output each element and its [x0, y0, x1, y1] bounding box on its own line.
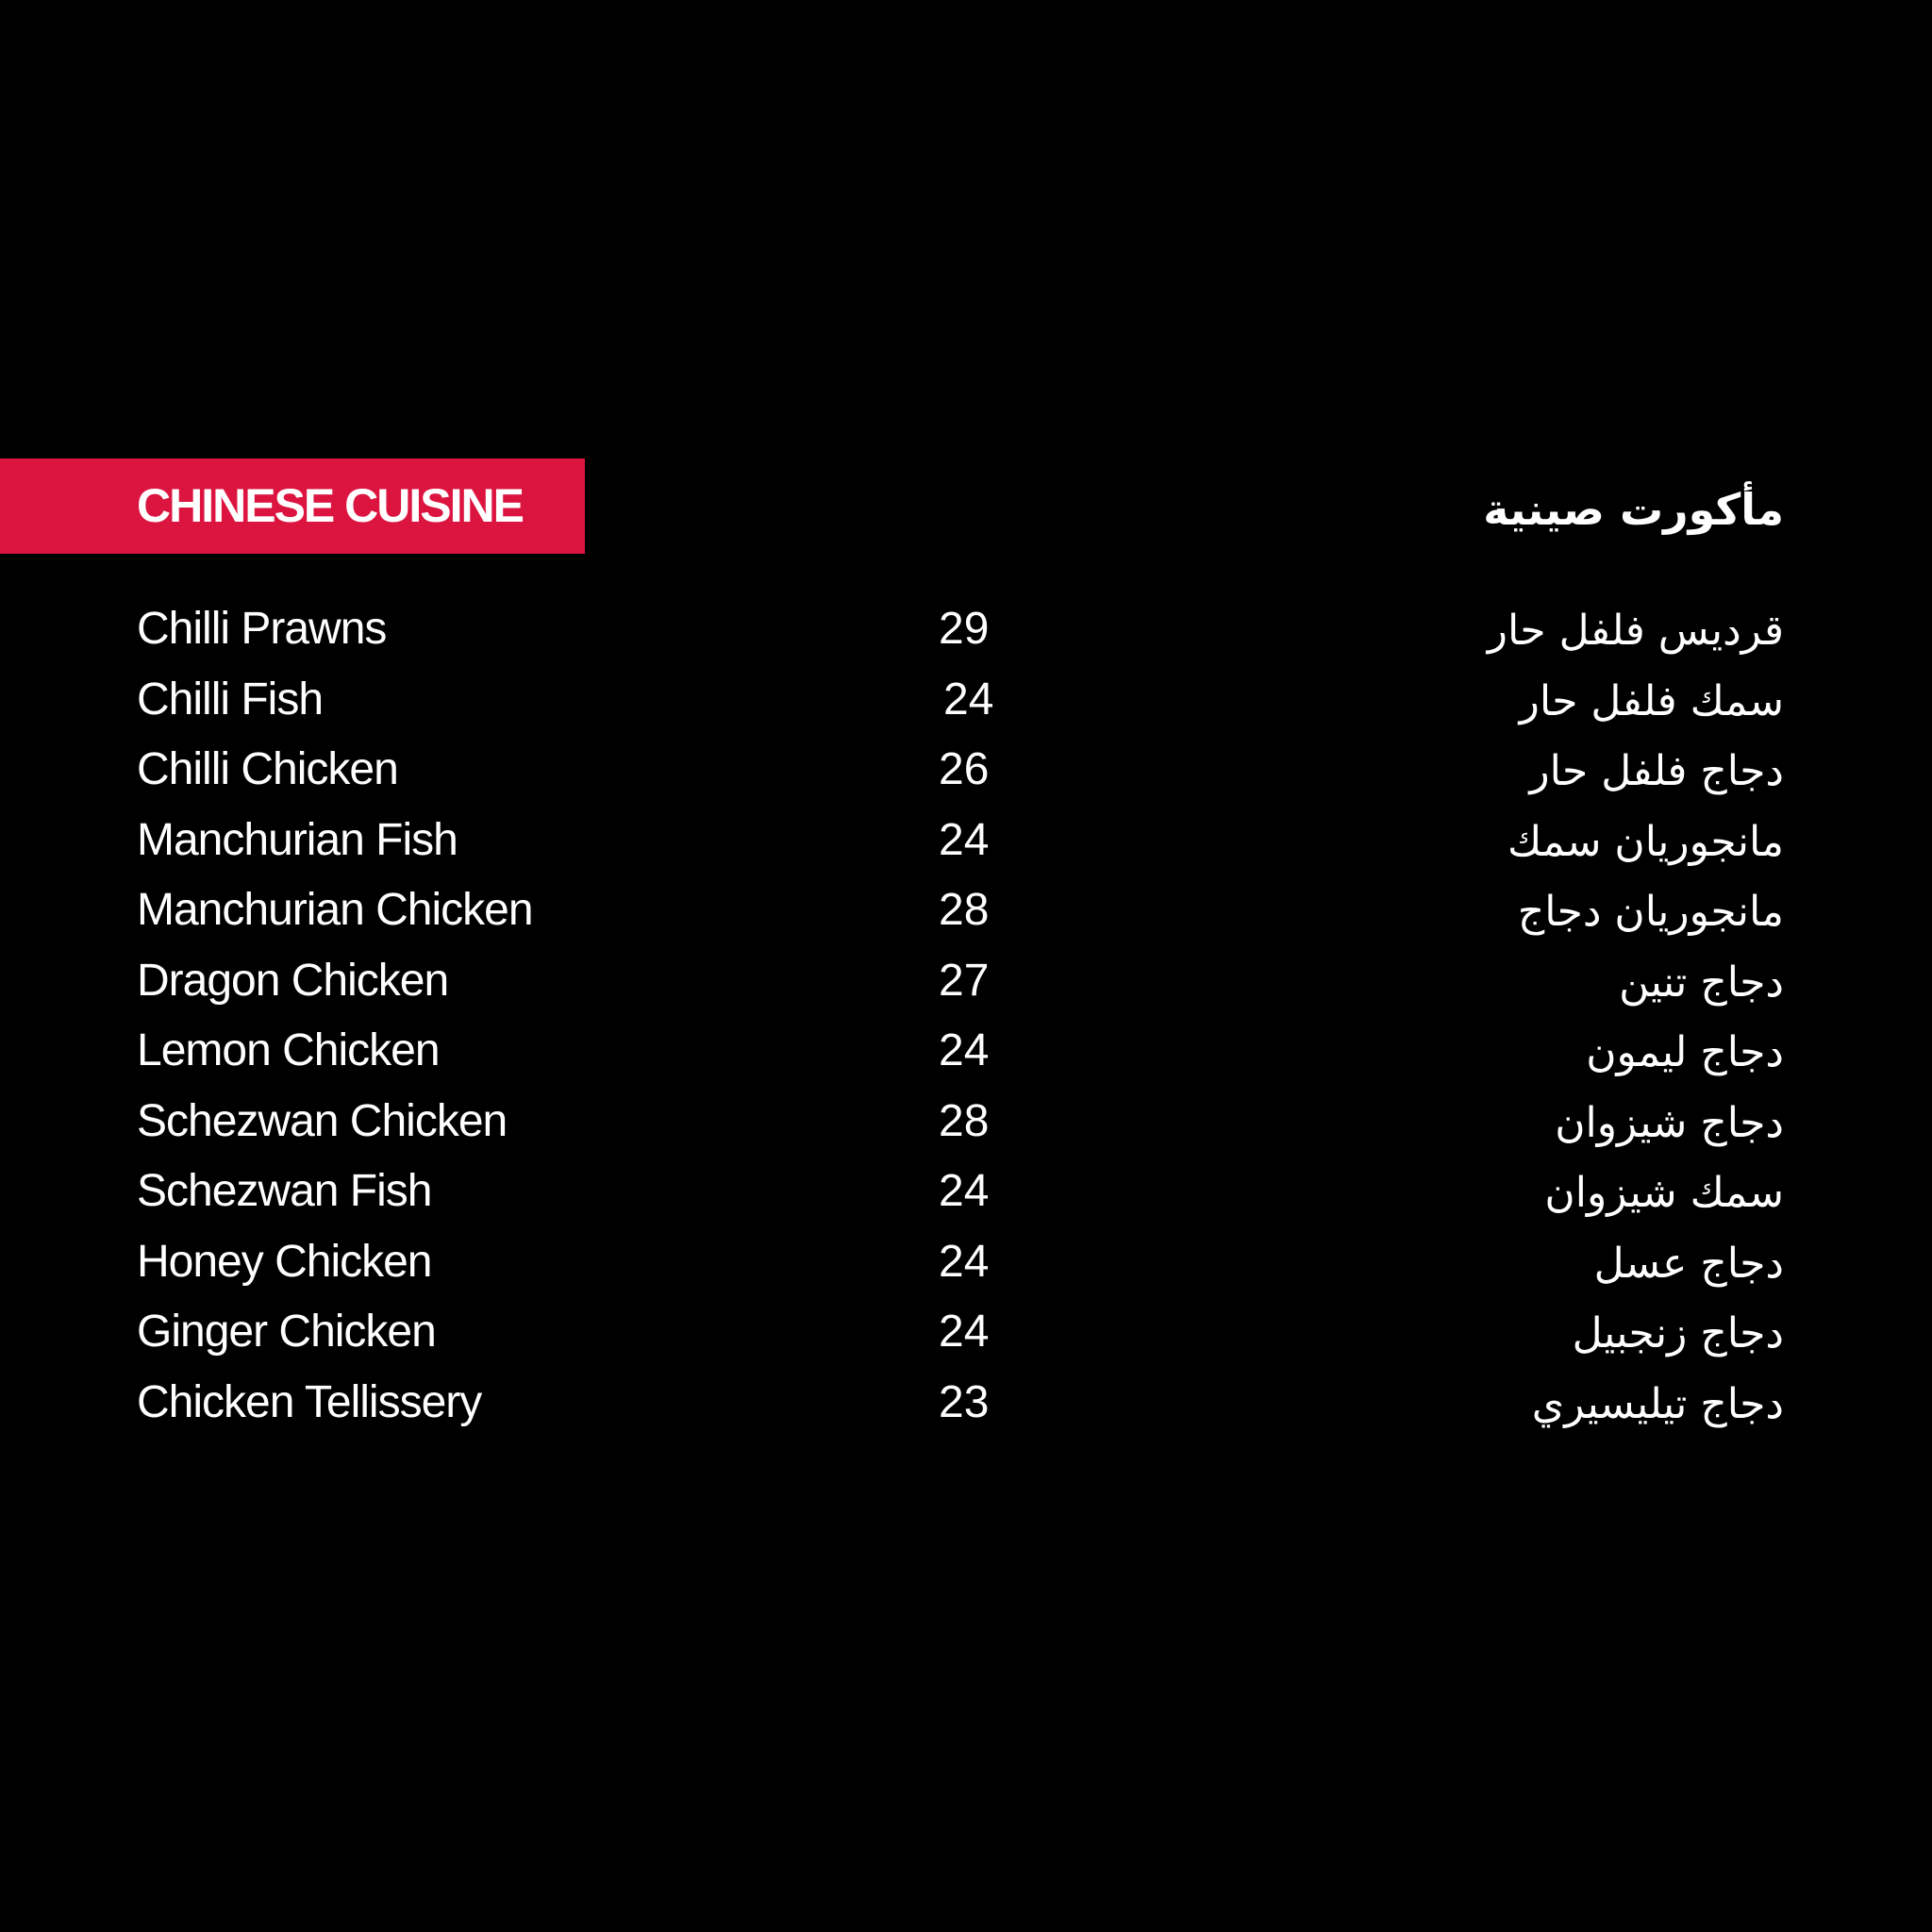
menu-item	[0, 806, 1932, 876]
menu-item	[0, 875, 1932, 946]
item-price: 23	[939, 1376, 990, 1427]
item-name-en: Schezwan Chicken	[137, 1095, 508, 1146]
item-price: 24	[939, 814, 990, 865]
menu-item	[0, 1157, 1932, 1227]
menu-item	[0, 1227, 1932, 1298]
item-price: 28	[939, 885, 990, 935]
menu-list	[0, 594, 1932, 1438]
menu-item	[0, 1297, 1932, 1368]
item-name-en: Lemon Chicken	[137, 1025, 440, 1075]
item-price: 28	[939, 1095, 990, 1146]
item-price: 24	[939, 1307, 990, 1357]
menu-item	[0, 1368, 1932, 1439]
item-name-en: Honey Chicken	[137, 1236, 432, 1287]
item-price: 24	[939, 1236, 990, 1287]
menu-item	[0, 735, 1932, 806]
item-name-ar: سمك فلفل حار	[1519, 676, 1784, 725]
item-name-ar: دجاج عسل	[1593, 1239, 1784, 1288]
item-name-en: Chilli Chicken	[137, 744, 398, 794]
item-name-en: Dragon Chicken	[137, 955, 449, 1006]
item-price: 24	[939, 1025, 990, 1075]
item-price: 24	[943, 674, 994, 724]
item-name-en: Manchurian Chicken	[137, 885, 533, 935]
item-name-ar: دجاج شيزوان	[1555, 1098, 1784, 1147]
item-price: 27	[939, 955, 990, 1006]
section-banner	[0, 458, 585, 554]
menu-item	[0, 1087, 1932, 1158]
item-name-ar: دجاج زنجبيل	[1572, 1309, 1784, 1357]
item-name-ar: مانجوريان سمك	[1507, 817, 1784, 866]
item-name-en: Chicken Tellissery	[137, 1376, 482, 1427]
item-price: 26	[939, 744, 990, 794]
section-title-en: CHINESE CUISINE	[137, 479, 523, 532]
item-price: 29	[939, 604, 990, 654]
menu-item	[0, 665, 1932, 736]
item-name-ar: دجاج فلفل حار	[1529, 747, 1784, 795]
item-name-ar: دجاج ليمون	[1586, 1028, 1784, 1076]
menu-item	[0, 946, 1932, 1017]
menu-item	[0, 1016, 1932, 1087]
section-title-ar: مأكورت صينية	[1483, 484, 1784, 535]
item-name-ar: دجاج تنين	[1619, 958, 1784, 1007]
item-name-ar: قرديس فلفل حار	[1487, 607, 1784, 655]
item-name-ar: مانجوريان دجاج	[1517, 888, 1784, 936]
item-name-ar: سمك شيزوان	[1544, 1169, 1784, 1217]
item-name-en: Schezwan Fish	[137, 1166, 432, 1216]
menu-item	[0, 594, 1932, 665]
item-price: 24	[939, 1166, 990, 1216]
item-name-en: Ginger Chicken	[137, 1307, 436, 1357]
item-name-en: Chilli Prawns	[137, 604, 387, 654]
item-name-ar: دجاج تيليسيري	[1531, 1379, 1784, 1428]
item-name-en: Chilli Fish	[137, 674, 324, 724]
item-name-en: Manchurian Fish	[137, 814, 458, 865]
